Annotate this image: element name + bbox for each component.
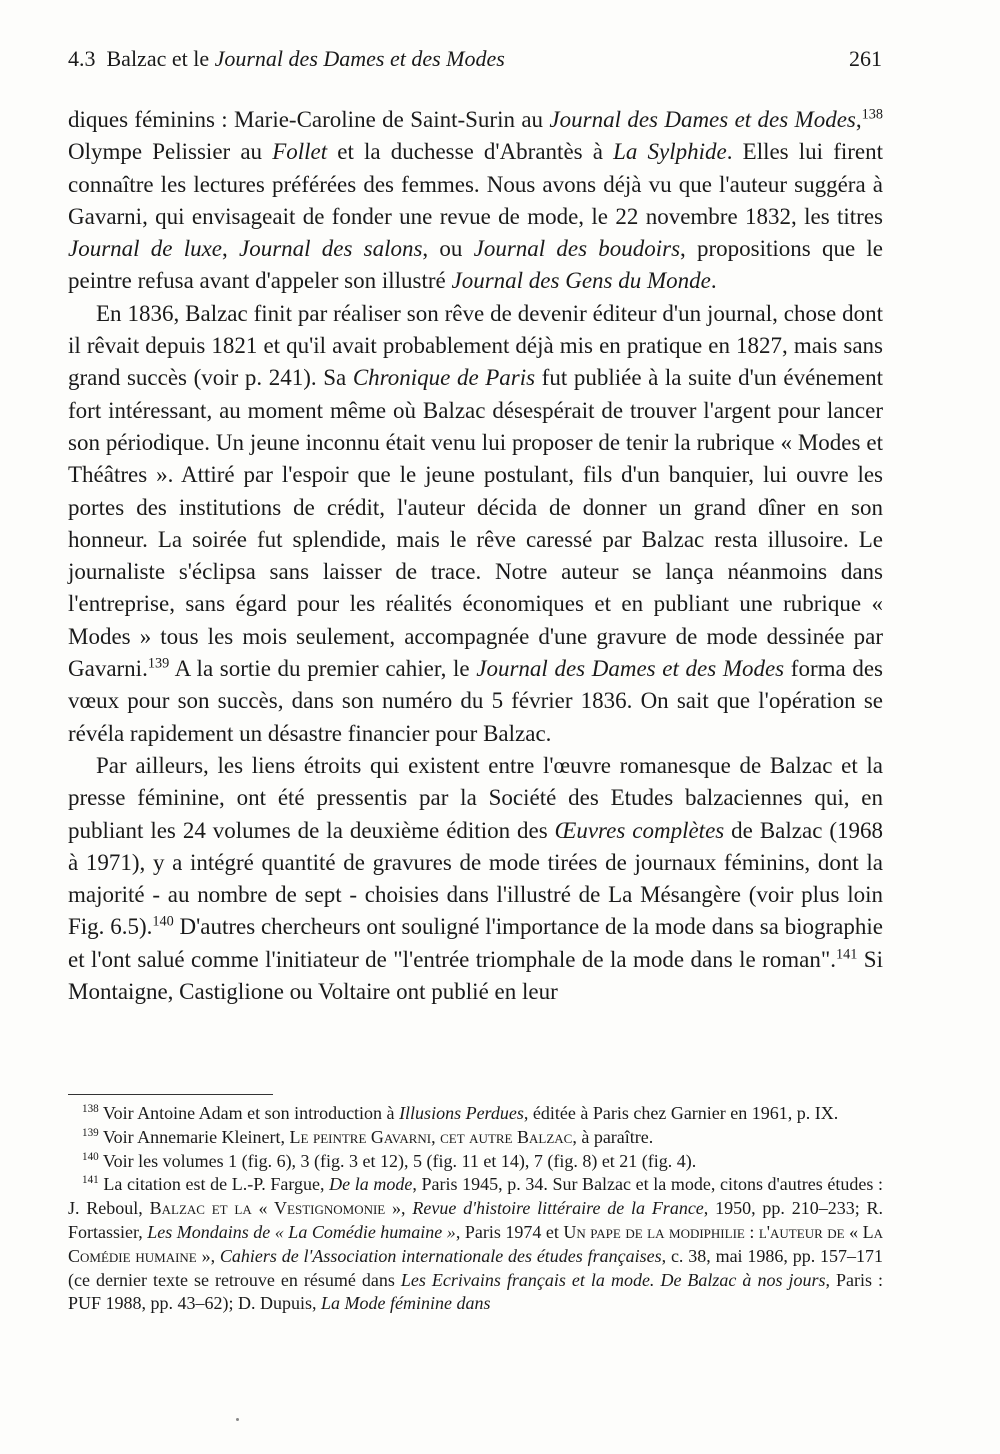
text-run: . (710, 268, 717, 294)
italic-title: Follet (272, 139, 328, 165)
text-run: et la duchesse d'Abrantès à (327, 139, 614, 165)
footnote (68, 1173, 883, 1316)
italic-title: Chronique de Paris (352, 365, 536, 391)
italic-title: Journal des Dames et des Modes (549, 107, 856, 132)
text-run: , 1950, pp. 210–233; R. Fortassier, (68, 1198, 883, 1242)
text-run: En 1836, Balzac finit par réaliser son rêve de devenir éditeur d'un journal, chose dont il rêvait depuis 1821 et qu'il avait probablement déjà mis en pratique en 1827, mais sans grand succès (voir p. 241). Sa (68, 300, 883, 391)
paragraph (68, 750, 883, 1008)
text-run: , (401, 1198, 413, 1219)
footnote-ref: 140 (152, 913, 174, 930)
text-run: , à paraître. (572, 1126, 654, 1147)
text-run: forma des vœux pour son succès, dans son numéro du 5 février 1836. On sait que l'opération se révéla rapidement un désastre financier pour Balzac. (68, 656, 884, 746)
footnote-ref: 141 (82, 1174, 99, 1187)
italic-title: Œuvres complètes (554, 817, 725, 843)
small-caps-title: Un pape de la modiphilie : l'auteur de « La Comédie humaine » (68, 1221, 883, 1266)
footnote (68, 1150, 883, 1174)
footnote-separator (68, 1094, 273, 1095)
footnote-ref: 139 (147, 655, 170, 672)
text-run: , ou (422, 236, 474, 262)
paragraph (68, 104, 883, 298)
italic-title: De la mode (329, 1174, 413, 1195)
text-run: , éditée à Paris chez Garnier en 1961, p. IX. (523, 1103, 839, 1123)
footnote-ref: 141 (836, 946, 858, 963)
text-run: , (855, 107, 862, 132)
italic-title: La Sylphide (613, 139, 727, 165)
running-head (68, 44, 882, 74)
footnote-ref: 138 (861, 106, 883, 123)
text-run: Par ailleurs, les liens étroits qui existent entre l'œuvre romanesque de Balzac et la presse féminine, ont été pressentis par la Société des Etudes balzaciennes qui, en publiant les 24 volumes de la deuxième édition des (68, 752, 883, 843)
footnote-ref: 139 (82, 1126, 99, 1139)
footnote (68, 1102, 883, 1126)
body-text (68, 104, 883, 1008)
italic-title: Journal des Dames et des Modes (476, 656, 785, 682)
text-run: , propositions que le peintre refusa avant d'appeler son illustré (68, 236, 883, 294)
text-run: Voir Antoine Adam et son introduction à (98, 1103, 400, 1123)
italic-title: Illusions Perdues (399, 1103, 524, 1123)
text-run: La citation est de L.-P. Fargue, (98, 1174, 330, 1195)
small-caps-title: Balzac et la « Vestignomonie » (149, 1198, 402, 1219)
paragraph (68, 298, 883, 750)
text-run: , c. 38, mai 1986, pp. 157–171 (ce dernier texte se retrouve en résumé dans (68, 1245, 884, 1290)
text-run: Si Montaigne, Castiglione ou Voltaire ont publié en leur (68, 946, 883, 1005)
text-run: Olympe Pelissier au (68, 139, 273, 165)
italic-title: Revue d'histoire littéraire de la France (412, 1198, 704, 1219)
text-run: , Paris 1945, p. 34. Sur Balzac et la mode, citons d'autres études : J. Reboul, (68, 1174, 883, 1219)
text-run: , Paris 1974 et (455, 1221, 564, 1242)
text-run: Voir les volumes 1 (fig. 6), 3 (fig. 3 et 12), 5 (fig. 11 et 14), 7 (fig. 8) et 21 (fig. 4). (98, 1150, 697, 1171)
italic-title: Journal des salons (238, 236, 423, 262)
text-run: . Elles lui firent connaître les lectures préférées des femmes. Nous avons déjà vu que l'auteur suggéra à Gavarni, qui envisageait de fonder une revue de mode, le 22 novembre 1832, les titres (68, 139, 884, 229)
section-heading (68, 44, 505, 74)
text-run: diques féminins : Marie-Caroline de Saint-Surin au (68, 107, 550, 132)
italic-title: Les Ecrivains français et la mode. De Balzac à nos jours (400, 1269, 826, 1290)
section-title: Journal des Dames et des Modes (214, 46, 505, 71)
text-run: Voir Annemarie Kleinert, (98, 1126, 290, 1147)
footnotes (68, 1102, 883, 1316)
scan-speck (236, 1418, 239, 1421)
page-number: 261 (849, 46, 882, 71)
italic-title: Les Mondains de « La Comédie humaine » (147, 1221, 456, 1242)
italic-title: La Mode féminine dans (321, 1293, 491, 1314)
text-run: de Balzac (1968 à 1971), y a intégré quantité de gravures de mode tirées de journaux féminins, dont la majorité - au nombre de sept - choisies dans l'illustré de La Mésangère (voir plus loin Fig. 6.5). (68, 817, 884, 940)
text-run: , Paris : PUF 1988, pp. 43–62); D. Dupuis, (68, 1269, 883, 1314)
footnote-ref: 138 (82, 1103, 99, 1115)
footnote-ref: 140 (82, 1150, 99, 1163)
section-prefix: Balzac et le (106, 46, 210, 71)
section-number: 4.3 (68, 46, 96, 71)
text-run: , (210, 1245, 220, 1266)
italic-title: Journal de luxe (68, 236, 223, 262)
text-run: fut publiée à la suite d'un événement fort intéressant, au moment même où Balzac désespérait de trouver l'argent pour lancer son périodique. Un jeune inconnu était venu lui proposer de tenir la rubrique « Modes et Théâtres ». Attiré par l'espoir que le jeune postulant, fils d'un banquier, lui ouvre les portes des institutions de crédit, l'auteur décida de donner un grand dîner en son honneur. La soirée fut splendide, mais le rêve caressé par Balzac resta illusoire. Le journaliste s'éclipsa sans laisser de trace. Notre auteur se lança néanmoins dans l'entreprise, sans égard pour les réalités économiques et en publiant une rubrique « Modes » tous les mois seulement, accompagnée d'une gravure de mode dessinée par Gavarni. (68, 365, 883, 682)
text-run: D'autres chercheurs ont souligné l'importance de la mode dans sa biographie et l'ont salué comme l'initiateur de "l'entrée triomphale de la mode dans le roman". (68, 914, 883, 972)
italic-title: Journal des boudoirs (473, 236, 681, 262)
italic-title: Journal des Gens du Monde (451, 268, 711, 294)
small-caps-title: Le peintre Gavarni, cet autre Balzac (289, 1126, 573, 1147)
text-run: A la sortie du premier cahier, le (169, 656, 477, 682)
footnote (68, 1126, 883, 1150)
text-run: , (222, 236, 239, 262)
italic-title: Cahiers de l'Association internationale des études françaises (219, 1245, 662, 1266)
